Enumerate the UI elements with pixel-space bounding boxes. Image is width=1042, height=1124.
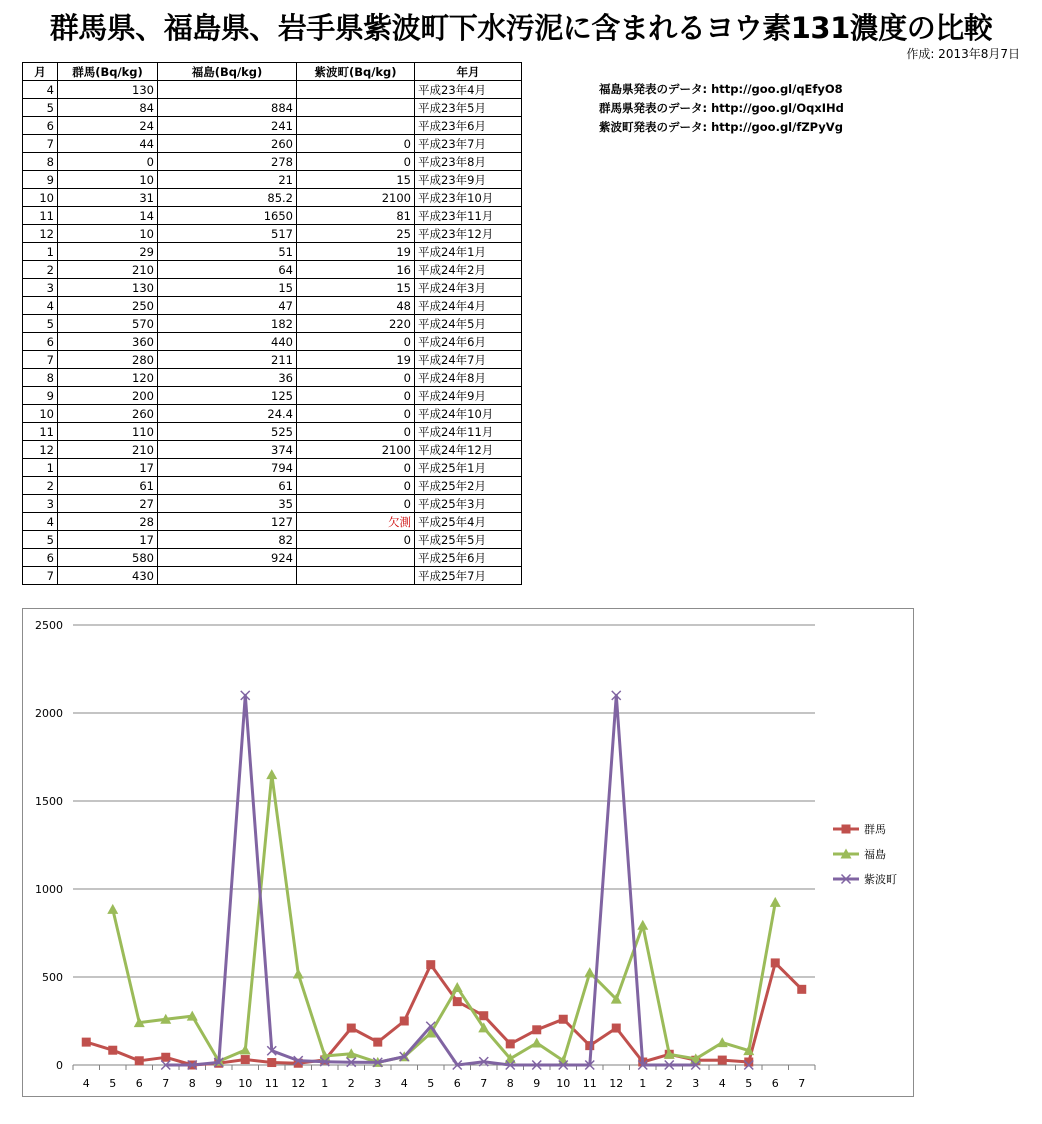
cell-gunma: 110 — [58, 423, 158, 441]
cell-shiwa: 16 — [297, 261, 415, 279]
table-row — [23, 171, 522, 189]
cell-month: 3 — [23, 279, 58, 297]
cell-month: 4 — [23, 81, 58, 99]
cell-month: 6 — [23, 117, 58, 135]
cell-gunma: 29 — [58, 243, 158, 261]
cell-shiwa: 0 — [297, 369, 415, 387]
cell-fukushima: 127 — [158, 513, 297, 531]
data-point-0 — [612, 1024, 621, 1033]
cell-fukushima: 440 — [158, 333, 297, 351]
table-row — [23, 117, 522, 135]
cell-fukushima: 35 — [158, 495, 297, 513]
cell-month: 5 — [23, 531, 58, 549]
x-tick-label: 10 — [238, 1077, 253, 1090]
x-tick-label: 1 — [639, 1077, 647, 1090]
source-link-url[interactable]: http://goo.gl/qEfyO8 — [711, 82, 843, 96]
cell-year-month: 平成25年1月 — [415, 459, 522, 477]
data-point-1 — [107, 904, 118, 914]
data-point-0 — [532, 1025, 541, 1034]
cell-shiwa: 0 — [297, 423, 415, 441]
table-body — [23, 81, 522, 585]
cell-month: 11 — [23, 423, 58, 441]
cell-gunma: 130 — [58, 279, 158, 297]
x-tick-label: 5 — [109, 1077, 117, 1090]
y-tick-label: 0 — [56, 1059, 63, 1072]
cell-shiwa: 0 — [297, 405, 415, 423]
cell-shiwa: 25 — [297, 225, 415, 243]
header-month: 月 — [23, 63, 58, 81]
cell-year-month: 平成24年3月 — [415, 279, 522, 297]
cell-month: 9 — [23, 387, 58, 405]
cell-month: 2 — [23, 477, 58, 495]
legend-label: 福島 — [864, 848, 886, 861]
cell-year-month: 平成24年5月 — [415, 315, 522, 333]
cell-fukushima: 15 — [158, 279, 297, 297]
table-row — [23, 135, 522, 153]
cell-month: 9 — [23, 171, 58, 189]
x-tick-label: 12 — [609, 1077, 624, 1090]
cell-month: 4 — [23, 513, 58, 531]
data-point-1 — [584, 967, 595, 977]
source-links — [599, 80, 844, 137]
cell-month: 7 — [23, 351, 58, 369]
y-tick-label: 1500 — [35, 795, 63, 808]
data-point-0 — [135, 1056, 144, 1065]
header-shiwa: 紫波町(Bq/kg) — [297, 63, 415, 81]
x-tick-label: 8 — [188, 1077, 196, 1090]
cell-shiwa: 2100 — [297, 441, 415, 459]
cell-shiwa: 0 — [297, 387, 415, 405]
cell-gunma: 260 — [58, 405, 158, 423]
y-tick-label: 2500 — [35, 619, 63, 632]
data-point-0 — [161, 1053, 170, 1062]
cell-gunma: 61 — [58, 477, 158, 495]
data-point-0 — [771, 958, 780, 967]
cell-year-month: 平成24年9月 — [415, 387, 522, 405]
cell-gunma: 130 — [58, 81, 158, 99]
cell-shiwa: 19 — [297, 243, 415, 261]
cell-year-month: 平成24年2月 — [415, 261, 522, 279]
series-line-1 — [113, 775, 776, 1063]
cell-gunma: 430 — [58, 567, 158, 585]
data-point-0 — [506, 1039, 515, 1048]
table-row — [23, 243, 522, 261]
cell-shiwa: 19 — [297, 351, 415, 369]
x-tick-label: 4 — [718, 1077, 726, 1090]
x-tick-label: 11 — [582, 1077, 597, 1090]
source-link-row — [599, 118, 844, 137]
cell-shiwa: 15 — [297, 171, 415, 189]
cell-year-month: 平成23年10月 — [415, 189, 522, 207]
data-point-1 — [266, 769, 277, 779]
data-point-1 — [452, 982, 463, 992]
data-point-0 — [241, 1055, 250, 1064]
x-tick-label: 10 — [556, 1077, 571, 1090]
x-tick-label: 7 — [798, 1077, 806, 1090]
cell-month: 12 — [23, 441, 58, 459]
data-point-1 — [293, 969, 304, 979]
y-tick-label: 1000 — [35, 883, 63, 896]
cell-gunma: 280 — [58, 351, 158, 369]
source-link-row — [599, 99, 844, 118]
cell-year-month: 平成25年2月 — [415, 477, 522, 495]
cell-gunma: 24 — [58, 117, 158, 135]
cell-year-month: 平成23年6月 — [415, 117, 522, 135]
cell-gunma: 570 — [58, 315, 158, 333]
cell-gunma: 580 — [58, 549, 158, 567]
cell-fukushima — [158, 81, 297, 99]
cell-month: 12 — [23, 225, 58, 243]
table-header-row — [23, 63, 522, 81]
cell-shiwa: 0 — [297, 531, 415, 549]
data-table — [22, 62, 522, 585]
x-tick-label: 9 — [533, 1077, 541, 1090]
data-point-0 — [718, 1056, 727, 1065]
cell-year-month: 平成25年7月 — [415, 567, 522, 585]
cell-month: 7 — [23, 135, 58, 153]
cell-fukushima: 64 — [158, 261, 297, 279]
cell-year-month: 平成23年12月 — [415, 225, 522, 243]
data-point-0 — [267, 1058, 276, 1067]
cell-shiwa: 15 — [297, 279, 415, 297]
y-tick-label: 2000 — [35, 707, 63, 720]
table-row — [23, 531, 522, 549]
cell-gunma: 44 — [58, 135, 158, 153]
cell-fukushima: 884 — [158, 99, 297, 117]
header-year-month: 年月 — [415, 63, 522, 81]
cell-month: 10 — [23, 405, 58, 423]
cell-shiwa — [297, 549, 415, 567]
cell-fukushima: 125 — [158, 387, 297, 405]
cell-shiwa: 220 — [297, 315, 415, 333]
cell-shiwa — [297, 99, 415, 117]
cell-year-month: 平成25年5月 — [415, 531, 522, 549]
cell-fukushima: 211 — [158, 351, 297, 369]
created-date: 作成: 2013年8月7日 — [906, 47, 1020, 61]
cell-gunma: 360 — [58, 333, 158, 351]
x-tick-label: 6 — [453, 1077, 461, 1090]
cell-gunma: 27 — [58, 495, 158, 513]
cell-fukushima: 517 — [158, 225, 297, 243]
legend-label: 紫波町 — [864, 873, 897, 886]
cell-fukushima: 260 — [158, 135, 297, 153]
x-tick-label: 11 — [264, 1077, 279, 1090]
cell-year-month: 平成23年11月 — [415, 207, 522, 225]
table-row — [23, 153, 522, 171]
cell-shiwa: 0 — [297, 333, 415, 351]
cell-gunma: 210 — [58, 441, 158, 459]
source-link-row — [599, 80, 844, 99]
cell-year-month: 平成23年7月 — [415, 135, 522, 153]
table-row — [23, 189, 522, 207]
cell-year-month: 平成24年1月 — [415, 243, 522, 261]
cell-gunma: 17 — [58, 531, 158, 549]
table-row — [23, 369, 522, 387]
x-tick-label: 2 — [347, 1077, 355, 1090]
data-point-1 — [531, 1038, 542, 1048]
table-row — [23, 513, 522, 531]
cell-shiwa: 0 — [297, 477, 415, 495]
x-tick-label: 5 — [745, 1077, 753, 1090]
cell-year-month: 平成24年11月 — [415, 423, 522, 441]
cell-gunma: 120 — [58, 369, 158, 387]
page-title: 群馬県、福島県、岩手県紫波町下水汚泥に含まれるヨウ素131濃度の比較 — [49, 11, 993, 45]
source-link-label: 群馬県発表のデータ: — [599, 101, 708, 115]
cell-shiwa: 0 — [297, 459, 415, 477]
table-row — [23, 441, 522, 459]
cell-year-month: 平成23年4月 — [415, 81, 522, 99]
cell-gunma: 31 — [58, 189, 158, 207]
cell-shiwa — [297, 567, 415, 585]
legend-marker — [842, 825, 851, 834]
cell-shiwa — [297, 81, 415, 99]
x-tick-label: 5 — [427, 1077, 435, 1090]
cell-month: 8 — [23, 153, 58, 171]
cell-gunma: 200 — [58, 387, 158, 405]
table-row — [23, 99, 522, 117]
cell-month: 10 — [23, 189, 58, 207]
cell-shiwa: 0 — [297, 135, 415, 153]
cell-month: 5 — [23, 315, 58, 333]
x-tick-label: 6 — [771, 1077, 779, 1090]
table-row — [23, 549, 522, 567]
x-tick-label: 4 — [82, 1077, 90, 1090]
cell-gunma: 210 — [58, 261, 158, 279]
data-point-0 — [82, 1038, 91, 1047]
data-point-0 — [559, 1015, 568, 1024]
cell-year-month: 平成24年10月 — [415, 405, 522, 423]
x-tick-label: 3 — [374, 1077, 382, 1090]
x-tick-label: 3 — [692, 1077, 700, 1090]
data-point-0 — [797, 985, 806, 994]
cell-year-month: 平成25年3月 — [415, 495, 522, 513]
cell-year-month: 平成24年7月 — [415, 351, 522, 369]
cell-gunma: 10 — [58, 225, 158, 243]
cell-fukushima: 36 — [158, 369, 297, 387]
data-point-0 — [453, 997, 462, 1006]
data-point-0 — [400, 1017, 409, 1026]
x-tick-label: 1 — [321, 1077, 329, 1090]
cell-month: 1 — [23, 243, 58, 261]
cell-shiwa: 0 — [297, 495, 415, 513]
data-point-1 — [717, 1037, 728, 1047]
cell-fukushima — [158, 567, 297, 585]
cell-gunma: 28 — [58, 513, 158, 531]
cell-month: 8 — [23, 369, 58, 387]
data-point-0 — [347, 1024, 356, 1033]
x-tick-label: 2 — [665, 1077, 673, 1090]
data-point-0 — [373, 1038, 382, 1047]
table-row — [23, 261, 522, 279]
x-tick-label: 6 — [135, 1077, 143, 1090]
cell-fukushima: 24.4 — [158, 405, 297, 423]
header-fukushima: 福島(Bq/kg) — [158, 63, 297, 81]
cell-fukushima: 82 — [158, 531, 297, 549]
cell-year-month: 平成24年8月 — [415, 369, 522, 387]
x-tick-label: 12 — [291, 1077, 306, 1090]
table-row — [23, 459, 522, 477]
table-row — [23, 423, 522, 441]
cell-gunma: 0 — [58, 153, 158, 171]
cell-fukushima: 278 — [158, 153, 297, 171]
cell-month: 1 — [23, 459, 58, 477]
cell-year-month: 平成24年6月 — [415, 333, 522, 351]
cell-fukushima: 47 — [158, 297, 297, 315]
chart-container — [22, 608, 914, 1097]
cell-shiwa: 81 — [297, 207, 415, 225]
cell-gunma: 250 — [58, 297, 158, 315]
table-row — [23, 225, 522, 243]
table-row — [23, 387, 522, 405]
x-tick-label: 7 — [162, 1077, 170, 1090]
cell-shiwa: 欠測 — [297, 513, 415, 531]
cell-year-month: 平成25年4月 — [415, 513, 522, 531]
table-row — [23, 495, 522, 513]
cell-month: 11 — [23, 207, 58, 225]
line-chart — [23, 609, 913, 1096]
cell-month: 7 — [23, 567, 58, 585]
cell-fukushima: 21 — [158, 171, 297, 189]
cell-month: 6 — [23, 333, 58, 351]
cell-fukushima: 85.2 — [158, 189, 297, 207]
cell-fukushima: 924 — [158, 549, 297, 567]
cell-fukushima: 374 — [158, 441, 297, 459]
cell-year-month: 平成24年4月 — [415, 297, 522, 315]
cell-month: 6 — [23, 549, 58, 567]
table-row — [23, 405, 522, 423]
cell-fukushima: 241 — [158, 117, 297, 135]
cell-shiwa: 48 — [297, 297, 415, 315]
cell-gunma: 17 — [58, 459, 158, 477]
data-point-1 — [240, 1045, 251, 1055]
data-point-1 — [637, 920, 648, 930]
x-tick-label: 7 — [480, 1077, 488, 1090]
cell-gunma: 10 — [58, 171, 158, 189]
cell-month: 4 — [23, 297, 58, 315]
cell-fukushima: 61 — [158, 477, 297, 495]
table-row — [23, 279, 522, 297]
cell-month: 5 — [23, 99, 58, 117]
data-point-0 — [426, 960, 435, 969]
table-row — [23, 207, 522, 225]
table-row — [23, 333, 522, 351]
cell-fukushima: 182 — [158, 315, 297, 333]
legend-label: 群馬 — [864, 823, 886, 836]
cell-fukushima: 794 — [158, 459, 297, 477]
cell-year-month: 平成24年12月 — [415, 441, 522, 459]
source-link-label: 福島県発表のデータ: — [599, 82, 708, 96]
table-row — [23, 297, 522, 315]
cell-year-month: 平成25年6月 — [415, 549, 522, 567]
x-tick-label: 9 — [215, 1077, 223, 1090]
data-point-0 — [108, 1046, 117, 1055]
cell-gunma: 84 — [58, 99, 158, 117]
cell-month: 3 — [23, 495, 58, 513]
source-link-url[interactable]: http://goo.gl/OqxIHd — [711, 101, 844, 115]
header-gunma: 群馬(Bq/kg) — [58, 63, 158, 81]
cell-shiwa: 2100 — [297, 189, 415, 207]
cell-year-month: 平成23年5月 — [415, 99, 522, 117]
source-link-url[interactable]: http://goo.gl/fZPyVg — [711, 120, 843, 134]
table-row — [23, 351, 522, 369]
data-point-0 — [479, 1011, 488, 1020]
cell-fukushima: 51 — [158, 243, 297, 261]
source-link-label: 紫波町発表のデータ: — [599, 120, 708, 134]
table-row — [23, 315, 522, 333]
x-tick-label: 4 — [400, 1077, 408, 1090]
cell-year-month: 平成23年8月 — [415, 153, 522, 171]
x-tick-label: 8 — [506, 1077, 514, 1090]
cell-fukushima: 525 — [158, 423, 297, 441]
table-row — [23, 477, 522, 495]
cell-shiwa — [297, 117, 415, 135]
cell-month: 2 — [23, 261, 58, 279]
cell-gunma: 14 — [58, 207, 158, 225]
cell-fukushima: 1650 — [158, 207, 297, 225]
cell-shiwa: 0 — [297, 153, 415, 171]
y-tick-label: 500 — [42, 971, 63, 984]
cell-year-month: 平成23年9月 — [415, 171, 522, 189]
table-row — [23, 567, 522, 585]
data-point-1 — [770, 897, 781, 907]
table-row — [23, 81, 522, 99]
